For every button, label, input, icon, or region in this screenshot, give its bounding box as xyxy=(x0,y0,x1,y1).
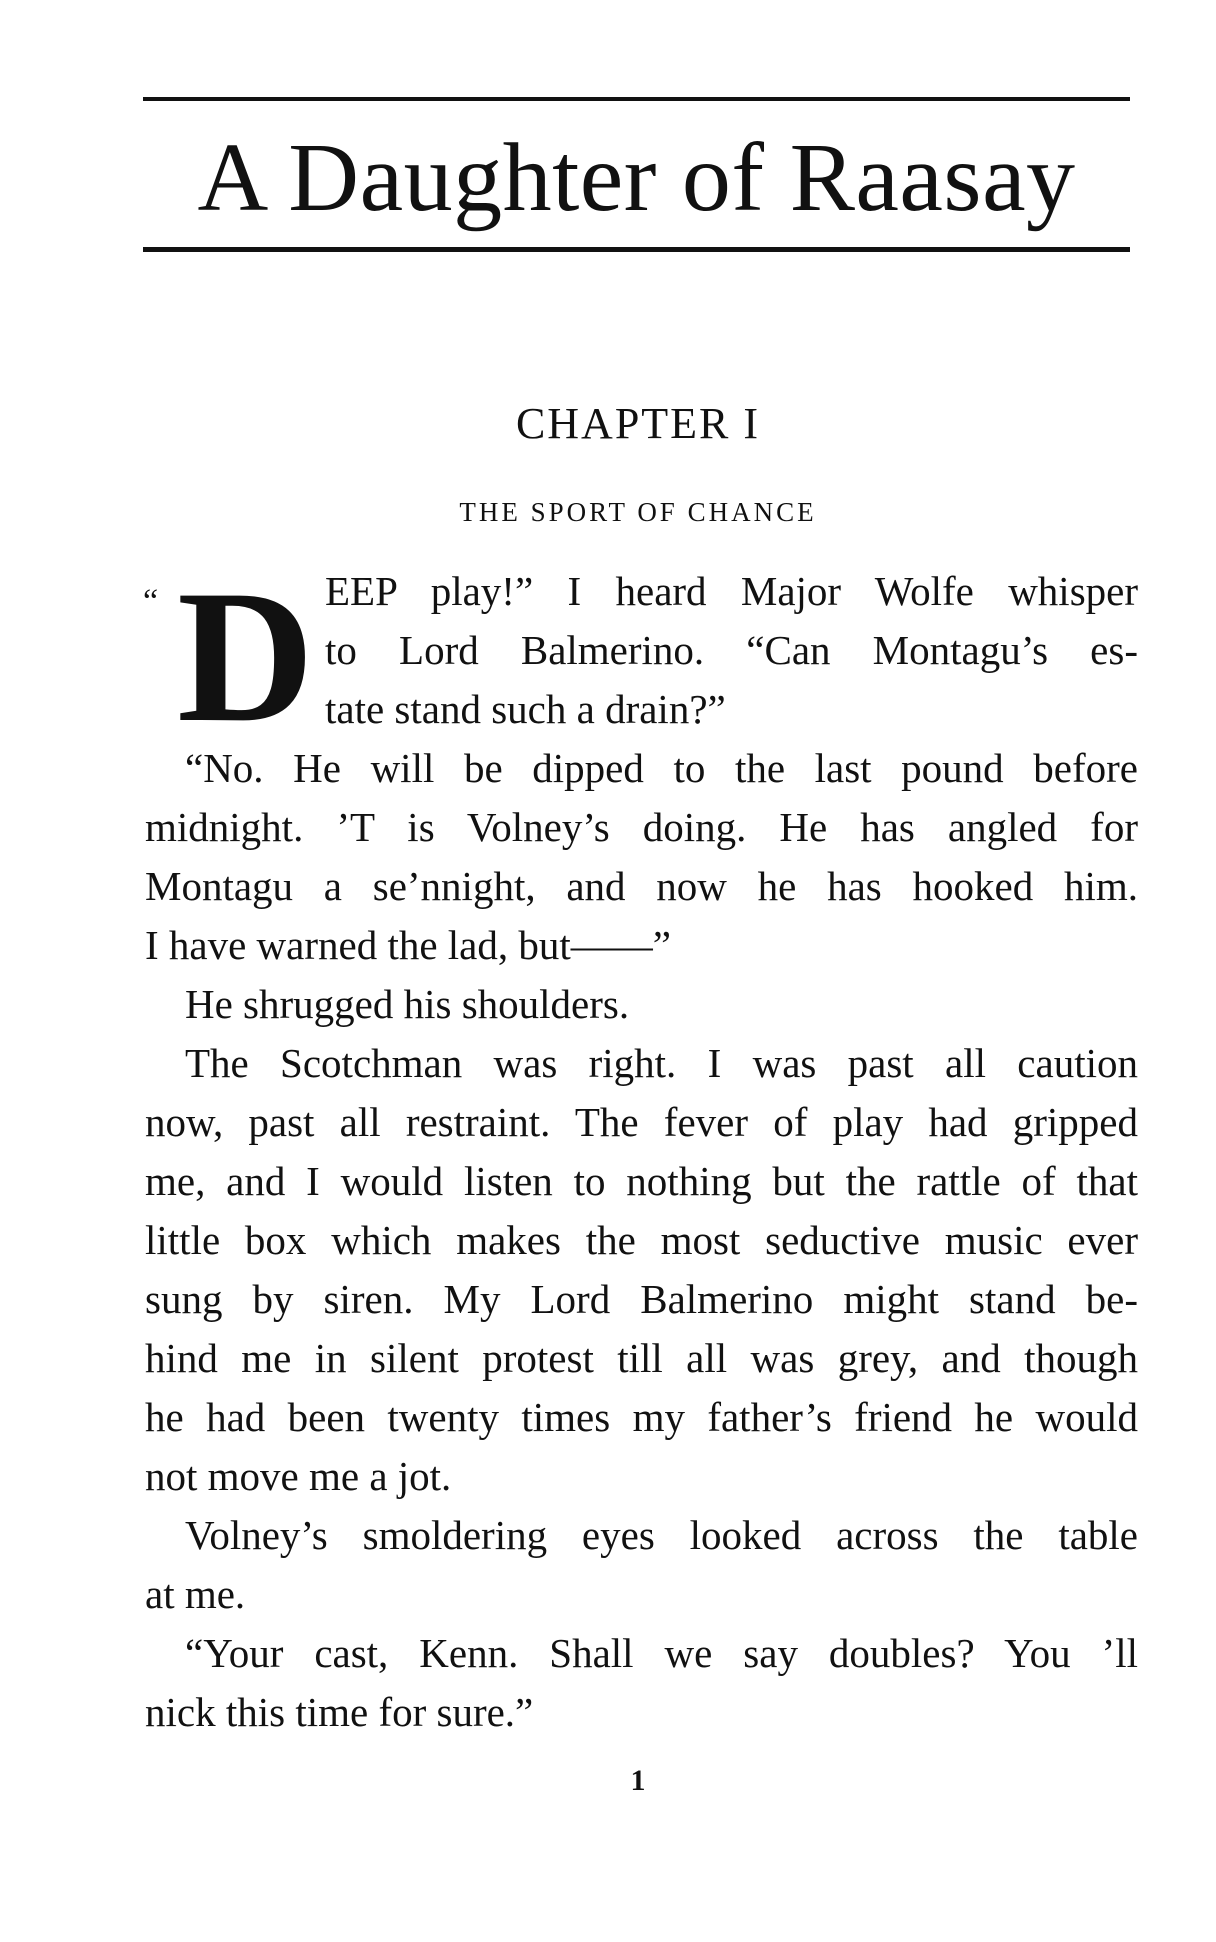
chapter-subtitle: THE SPORT OF CHANCE xyxy=(459,497,817,527)
text-line: EEP play!” I heard Major Wolfe whisper xyxy=(325,568,1138,614)
text-line: I have warned the lad, but——” xyxy=(145,922,671,968)
text-line: to Lord Balmerino. “Can Montagu’s es- xyxy=(325,627,1138,673)
drop-cap: D xyxy=(177,552,315,762)
text-line: Montagu a se’nnight, and now he has hooked him. xyxy=(145,863,1138,909)
text-line: sung by siren. My Lord Balmerino might stand be- xyxy=(145,1276,1138,1322)
text-line: he had been twenty times my father’s friend he would xyxy=(145,1394,1138,1440)
text-line: “No. He will be dipped to the last pound before xyxy=(185,745,1138,791)
opening-quote-mark: “ xyxy=(143,583,159,620)
text-line: midnight. ’T is Volney’s doing. He has angled for xyxy=(145,804,1138,850)
page-number: 1 xyxy=(630,1764,646,1797)
text-line: “Your cast, Kenn. Shall we say doubles? You ’ll xyxy=(185,1630,1138,1676)
text-line: now, past all restraint. The fever of play had gripped xyxy=(145,1099,1138,1145)
title-top-rule xyxy=(143,97,1130,101)
text-line: hind me in silent protest till all was grey, and though xyxy=(145,1335,1138,1381)
title-bottom-rule xyxy=(143,247,1130,252)
text-line: tate stand such a drain?” xyxy=(325,686,726,732)
text-line: He shrugged his shoulders. xyxy=(185,981,630,1027)
book-title: A Daughter of Raasay xyxy=(197,124,1076,232)
text-line: The Scotchman was right. I was past all caution xyxy=(185,1040,1138,1086)
text-line: Volney’s smoldering eyes looked across the table xyxy=(185,1512,1138,1558)
text-line: nick this time for sure.” xyxy=(145,1689,534,1735)
text-line: little box which makes the most seductive music ever xyxy=(145,1217,1138,1263)
text-line: not move me a jot. xyxy=(145,1453,452,1499)
text-line: me, and I would listen to nothing but the rattle of that xyxy=(145,1158,1138,1204)
text-line: at me. xyxy=(145,1571,246,1617)
chapter-heading: CHAPTER I xyxy=(515,399,761,448)
